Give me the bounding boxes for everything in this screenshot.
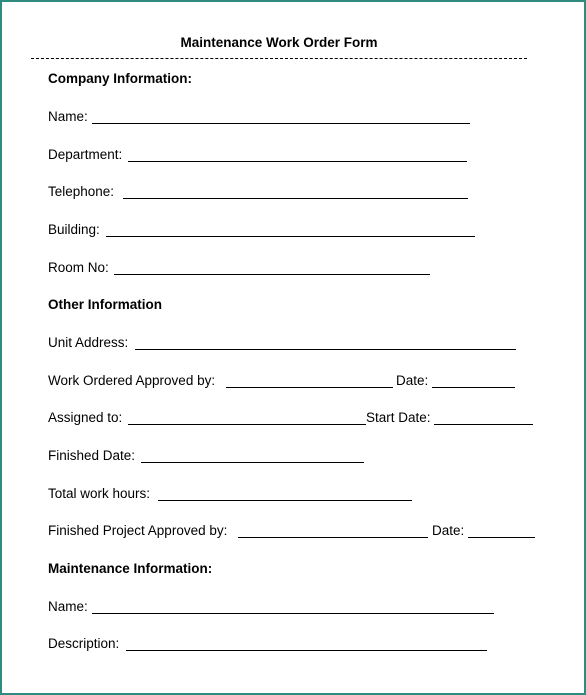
company-name-field[interactable]: [92, 123, 470, 124]
department-label: Department:: [48, 147, 123, 162]
work-ordered-date-field[interactable]: [432, 387, 515, 388]
assigned-to-label: Assigned to:: [48, 410, 123, 425]
total-work-hours-field[interactable]: [158, 500, 412, 501]
assigned-to-field[interactable]: [128, 424, 366, 425]
other-information-heading: Other Information: [48, 297, 162, 312]
finished-date-label: Finished Date:: [48, 448, 136, 463]
room-no-label: Room No:: [48, 260, 109, 275]
work-ordered-date-label: Date:: [396, 373, 429, 388]
finished-date-field[interactable]: [141, 462, 364, 463]
finished-project-date-field[interactable]: [468, 537, 535, 538]
work-ordered-approved-field[interactable]: [226, 387, 393, 388]
finished-project-approved-label: Finished Project Approved by:: [48, 523, 228, 538]
finished-project-date-label: Date:: [432, 523, 465, 538]
total-work-hours-label: Total work hours:: [48, 486, 151, 501]
start-date-field[interactable]: [434, 424, 533, 425]
unit-address-label: Unit Address:: [48, 335, 129, 350]
company-name-label: Name:: [48, 109, 88, 124]
telephone-field[interactable]: [123, 198, 468, 199]
maintenance-name-field[interactable]: [92, 613, 494, 614]
department-field[interactable]: [128, 161, 467, 162]
form-title: Maintenance Work Order Form: [180, 35, 378, 50]
room-no-field[interactable]: [114, 274, 430, 275]
building-label: Building:: [48, 222, 100, 237]
company-information-heading: Company Information:: [48, 71, 192, 86]
finished-project-approved-field[interactable]: [238, 537, 428, 538]
maintenance-name-label: Name:: [48, 599, 88, 614]
start-date-label: Start Date:: [366, 410, 431, 425]
telephone-label: Telephone:: [48, 184, 115, 199]
description-label: Description:: [48, 636, 120, 651]
title-divider: [31, 58, 527, 59]
description-field[interactable]: [126, 650, 487, 651]
maintenance-information-heading: Maintenance Information:: [48, 561, 213, 576]
unit-address-field[interactable]: [135, 349, 516, 350]
building-field[interactable]: [106, 236, 475, 237]
work-ordered-approved-label: Work Ordered Approved by:: [48, 373, 216, 388]
